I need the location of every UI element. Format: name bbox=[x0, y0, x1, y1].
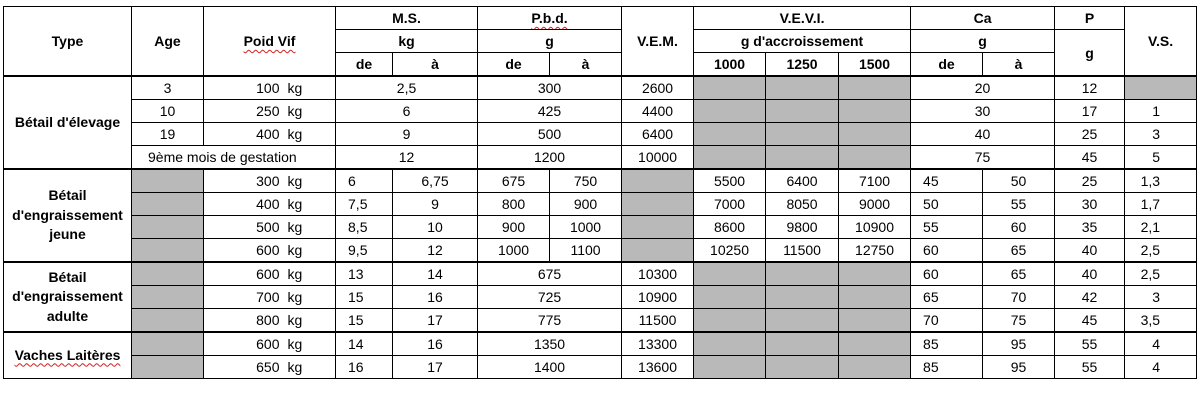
vs-cell: 1 bbox=[1125, 100, 1197, 123]
weight-cell: 100 bbox=[204, 76, 284, 100]
header-p: P bbox=[1055, 7, 1125, 30]
p-cell: 17 bbox=[1055, 100, 1125, 123]
pbd-a-cell: 1000 bbox=[550, 216, 622, 239]
ca-de-cell: 50 bbox=[911, 193, 983, 216]
ca-a-cell: 60 bbox=[983, 216, 1055, 239]
empty-cell bbox=[766, 100, 839, 123]
ms-cell: 12 bbox=[336, 146, 478, 170]
header-poid-vif bbox=[204, 7, 336, 77]
unit-cell: kg bbox=[284, 332, 336, 356]
empty-cell bbox=[132, 356, 204, 379]
pbd-cell: 1200 bbox=[478, 146, 622, 170]
empty-cell bbox=[622, 169, 694, 193]
unit-cell: kg bbox=[284, 286, 336, 309]
vem-cell: 4400 bbox=[622, 100, 694, 123]
pbd-a-cell: 1100 bbox=[550, 239, 622, 263]
empty-cell bbox=[132, 309, 204, 333]
poid-vif-label: Poid Vif bbox=[243, 33, 296, 49]
empty-cell bbox=[839, 76, 911, 100]
ca-de-cell: 60 bbox=[911, 262, 983, 286]
ms-cell: 2,5 bbox=[336, 76, 478, 100]
unit-cell: kg bbox=[284, 100, 336, 123]
ms-a-cell: 9 bbox=[393, 193, 478, 216]
header-ms-de: de bbox=[336, 53, 393, 77]
ca-a-cell: 75 bbox=[983, 309, 1055, 333]
header-p-unit: g bbox=[1055, 30, 1125, 77]
gestation-label: 9ème mois de gestation bbox=[132, 146, 336, 170]
empty-cell bbox=[839, 332, 911, 356]
empty-cell bbox=[694, 76, 766, 100]
unit-cell: kg bbox=[284, 356, 336, 379]
header-ca-unit: g bbox=[911, 30, 1055, 53]
p-cell: 40 bbox=[1055, 262, 1125, 286]
ca-a-cell: 95 bbox=[983, 332, 1055, 356]
ca-de-cell: 65 bbox=[911, 286, 983, 309]
table-row bbox=[4, 332, 1197, 356]
empty-cell bbox=[766, 309, 839, 333]
empty-cell bbox=[839, 146, 911, 170]
ms-cell: 6 bbox=[336, 100, 478, 123]
ms-a-cell: 17 bbox=[393, 356, 478, 379]
vevi-1500-cell: 7100 bbox=[839, 169, 911, 193]
ca-a-cell: 65 bbox=[983, 239, 1055, 263]
ca-cell: 75 bbox=[911, 146, 1055, 170]
unit-cell: kg bbox=[284, 309, 336, 333]
p-cell: 12 bbox=[1055, 76, 1125, 100]
empty-cell bbox=[839, 309, 911, 333]
empty-cell bbox=[694, 262, 766, 286]
empty-cell bbox=[839, 286, 911, 309]
ms-de-cell: 15 bbox=[336, 309, 393, 333]
empty-cell bbox=[132, 169, 204, 193]
weight-cell: 600 bbox=[204, 239, 284, 263]
vs-cell: 3 bbox=[1125, 286, 1197, 309]
p-cell: 25 bbox=[1055, 169, 1125, 193]
vevi-1500-cell: 9000 bbox=[839, 193, 911, 216]
pbd-cell: 775 bbox=[478, 309, 622, 333]
empty-cell bbox=[766, 332, 839, 356]
ms-de-cell: 8,5 bbox=[336, 216, 393, 239]
pbd-de-cell: 675 bbox=[478, 169, 550, 193]
vs-cell: 5 bbox=[1125, 146, 1197, 170]
header-ca-de: de bbox=[911, 53, 983, 77]
p-cell: 42 bbox=[1055, 286, 1125, 309]
vevi-1000-cell: 10250 bbox=[694, 239, 766, 263]
ca-de-cell: 85 bbox=[911, 356, 983, 379]
empty-cell bbox=[766, 76, 839, 100]
unit-cell: kg bbox=[284, 193, 336, 216]
ca-de-cell: 60 bbox=[911, 239, 983, 263]
table-row bbox=[4, 239, 1197, 263]
table-row bbox=[4, 216, 1197, 239]
header-ms-unit: kg bbox=[336, 30, 478, 53]
ms-a-cell: 16 bbox=[393, 332, 478, 356]
weight-cell: 500 bbox=[204, 216, 284, 239]
ms-de-cell: 13 bbox=[336, 262, 393, 286]
weight-cell: 400 bbox=[204, 193, 284, 216]
ms-de-cell: 16 bbox=[336, 356, 393, 379]
ms-a-cell: 16 bbox=[393, 286, 478, 309]
empty-cell bbox=[132, 262, 204, 286]
ms-a-cell: 14 bbox=[393, 262, 478, 286]
vevi-1000-cell: 5500 bbox=[694, 169, 766, 193]
header-vevi: V.E.V.I. bbox=[694, 7, 911, 30]
vevi-1500-cell: 10900 bbox=[839, 216, 911, 239]
weight-cell: 800 bbox=[204, 309, 284, 333]
ms-a-cell: 6,75 bbox=[393, 169, 478, 193]
vem-cell: 10300 bbox=[622, 262, 694, 286]
ca-cell: 40 bbox=[911, 123, 1055, 146]
ms-a-cell: 12 bbox=[393, 239, 478, 263]
header-vevi-1250: 1250 bbox=[766, 53, 839, 77]
vs-cell: 2,5 bbox=[1125, 239, 1197, 263]
vevi-1250-cell: 6400 bbox=[766, 169, 839, 193]
table-row bbox=[4, 286, 1197, 309]
empty-cell bbox=[132, 193, 204, 216]
table-row bbox=[4, 123, 1197, 146]
ca-a-cell: 65 bbox=[983, 262, 1055, 286]
pbd-de-cell: 1000 bbox=[478, 239, 550, 263]
table-row bbox=[4, 169, 1197, 193]
table-row bbox=[4, 100, 1197, 123]
weight-cell: 700 bbox=[204, 286, 284, 309]
p-cell: 25 bbox=[1055, 123, 1125, 146]
empty-cell bbox=[694, 332, 766, 356]
ms-de-cell: 15 bbox=[336, 286, 393, 309]
vevi-1250-cell: 9800 bbox=[766, 216, 839, 239]
ca-a-cell: 55 bbox=[983, 193, 1055, 216]
ms-de-cell: 9,5 bbox=[336, 239, 393, 263]
unit-cell: kg bbox=[284, 123, 336, 146]
vem-cell: 10000 bbox=[622, 146, 694, 170]
group-label-eng-jeune: Bétail d'engraissement jeune bbox=[4, 169, 132, 262]
weight-cell: 400 bbox=[204, 123, 284, 146]
table-row bbox=[4, 309, 1197, 333]
header-row-1 bbox=[4, 7, 1197, 30]
vevi-1000-cell: 8600 bbox=[694, 216, 766, 239]
age-cell: 19 bbox=[132, 123, 204, 146]
ca-a-cell: 95 bbox=[983, 356, 1055, 379]
empty-cell bbox=[766, 286, 839, 309]
header-vevi-unit: g d'accroissement bbox=[694, 30, 911, 53]
empty-cell bbox=[132, 216, 204, 239]
p-cell: 55 bbox=[1055, 356, 1125, 379]
pbd-cell: 300 bbox=[478, 76, 622, 100]
vevi-1000-cell: 7000 bbox=[694, 193, 766, 216]
header-pbd-a: à bbox=[550, 53, 622, 77]
pbd-label: P.b.d. bbox=[531, 10, 568, 26]
empty-cell bbox=[839, 262, 911, 286]
vem-cell: 13600 bbox=[622, 356, 694, 379]
vem-cell: 11500 bbox=[622, 309, 694, 333]
header-ms-a: à bbox=[393, 53, 478, 77]
vs-cell: 1,3 bbox=[1125, 169, 1197, 193]
header-pbd-de: de bbox=[478, 53, 550, 77]
ca-a-cell: 70 bbox=[983, 286, 1055, 309]
header-vem: V.E.M. bbox=[622, 7, 694, 77]
vevi-1250-cell: 8050 bbox=[766, 193, 839, 216]
vs-cell: 2,1 bbox=[1125, 216, 1197, 239]
table-row bbox=[4, 146, 1197, 170]
vaches-label: Vaches Laitères bbox=[14, 346, 121, 363]
group-label-vaches bbox=[4, 332, 132, 379]
weight-cell: 300 bbox=[204, 169, 284, 193]
ca-de-cell: 55 bbox=[911, 216, 983, 239]
empty-cell bbox=[1125, 76, 1197, 100]
header-pbd-unit: g bbox=[478, 30, 622, 53]
p-cell: 45 bbox=[1055, 309, 1125, 333]
vs-cell: 4 bbox=[1125, 356, 1197, 379]
empty-cell bbox=[132, 239, 204, 263]
p-cell: 35 bbox=[1055, 216, 1125, 239]
pbd-cell: 675 bbox=[478, 262, 622, 286]
ca-cell: 30 bbox=[911, 100, 1055, 123]
vem-cell: 2600 bbox=[622, 76, 694, 100]
unit-cell: kg bbox=[284, 216, 336, 239]
weight-cell: 600 bbox=[204, 332, 284, 356]
vem-cell: 10900 bbox=[622, 286, 694, 309]
vs-cell: 1,7 bbox=[1125, 193, 1197, 216]
pbd-de-cell: 800 bbox=[478, 193, 550, 216]
empty-cell bbox=[622, 239, 694, 263]
ms-de-cell: 7,5 bbox=[336, 193, 393, 216]
vs-cell: 3 bbox=[1125, 123, 1197, 146]
p-cell: 30 bbox=[1055, 193, 1125, 216]
header-age: Age bbox=[132, 7, 204, 77]
empty-cell bbox=[766, 356, 839, 379]
unit-cell: kg bbox=[284, 169, 336, 193]
unit-cell: kg bbox=[284, 262, 336, 286]
empty-cell bbox=[694, 123, 766, 146]
empty-cell bbox=[694, 309, 766, 333]
vem-cell: 13300 bbox=[622, 332, 694, 356]
header-type: Type bbox=[4, 7, 132, 77]
table-row bbox=[4, 262, 1197, 286]
empty-cell bbox=[766, 262, 839, 286]
empty-cell bbox=[839, 356, 911, 379]
group-label-eng-adulte: Bétail d'engraissement adulte bbox=[4, 262, 132, 332]
nutrition-table bbox=[3, 6, 1197, 379]
unit-cell: kg bbox=[284, 239, 336, 263]
ca-de-cell: 45 bbox=[911, 169, 983, 193]
age-cell: 10 bbox=[132, 100, 204, 123]
empty-cell bbox=[766, 146, 839, 170]
ca-de-cell: 70 bbox=[911, 309, 983, 333]
pbd-a-cell: 750 bbox=[550, 169, 622, 193]
vevi-1500-cell: 12750 bbox=[839, 239, 911, 263]
empty-cell bbox=[622, 193, 694, 216]
ms-a-cell: 10 bbox=[393, 216, 478, 239]
pbd-cell: 425 bbox=[478, 100, 622, 123]
table-row bbox=[4, 193, 1197, 216]
vs-cell: 4 bbox=[1125, 332, 1197, 356]
ms-de-cell: 6 bbox=[336, 169, 393, 193]
ca-a-cell: 50 bbox=[983, 169, 1055, 193]
ms-de-cell: 14 bbox=[336, 332, 393, 356]
weight-cell: 600 bbox=[204, 262, 284, 286]
unit-cell: kg bbox=[284, 76, 336, 100]
pbd-cell: 500 bbox=[478, 123, 622, 146]
table-row bbox=[4, 356, 1197, 379]
pbd-cell: 1350 bbox=[478, 332, 622, 356]
age-cell: 3 bbox=[132, 76, 204, 100]
table-row bbox=[4, 76, 1197, 100]
pbd-cell: 1400 bbox=[478, 356, 622, 379]
empty-cell bbox=[694, 100, 766, 123]
ca-cell: 20 bbox=[911, 76, 1055, 100]
empty-cell bbox=[694, 146, 766, 170]
empty-cell bbox=[694, 356, 766, 379]
ms-cell: 9 bbox=[336, 123, 478, 146]
vem-cell: 6400 bbox=[622, 123, 694, 146]
header-vevi-1000: 1000 bbox=[694, 53, 766, 77]
weight-cell: 650 bbox=[204, 356, 284, 379]
vevi-1250-cell: 11500 bbox=[766, 239, 839, 263]
ms-a-cell: 17 bbox=[393, 309, 478, 333]
empty-cell bbox=[132, 332, 204, 356]
empty-cell bbox=[132, 286, 204, 309]
pbd-cell: 725 bbox=[478, 286, 622, 309]
pbd-de-cell: 900 bbox=[478, 216, 550, 239]
empty-cell bbox=[766, 123, 839, 146]
header-vs: V.S. bbox=[1125, 7, 1197, 77]
ca-de-cell: 85 bbox=[911, 332, 983, 356]
header-vevi-1500: 1500 bbox=[839, 53, 911, 77]
empty-cell bbox=[694, 286, 766, 309]
header-ca-a: à bbox=[983, 53, 1055, 77]
empty-cell bbox=[839, 100, 911, 123]
weight-cell: 250 bbox=[204, 100, 284, 123]
header-ca: Ca bbox=[911, 7, 1055, 30]
pbd-a-cell: 900 bbox=[550, 193, 622, 216]
vs-cell: 2,5 bbox=[1125, 262, 1197, 286]
group-label-elevage: Bétail d'élevage bbox=[4, 76, 132, 169]
empty-cell bbox=[839, 123, 911, 146]
header-pbd bbox=[478, 7, 622, 30]
header-ms: M.S. bbox=[336, 7, 478, 30]
vs-cell: 3,5 bbox=[1125, 309, 1197, 333]
p-cell: 45 bbox=[1055, 146, 1125, 170]
p-cell: 40 bbox=[1055, 239, 1125, 263]
empty-cell bbox=[622, 216, 694, 239]
p-cell: 55 bbox=[1055, 332, 1125, 356]
